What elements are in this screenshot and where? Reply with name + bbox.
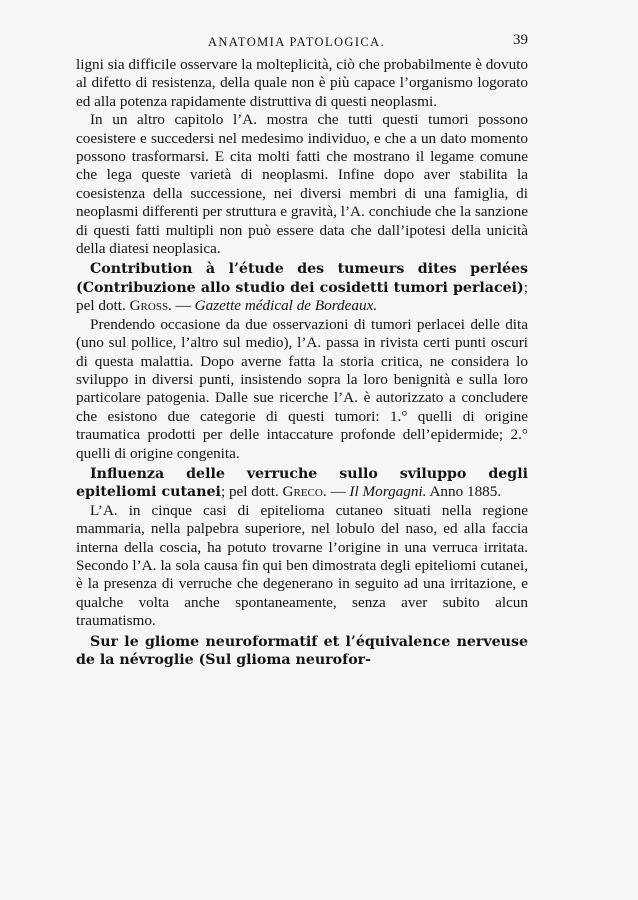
- page-header: [76, 30, 528, 56]
- entry-dash: —: [175, 297, 191, 315]
- entry-by: ; pel dott.: [76, 278, 528, 315]
- entry-by: ; pel dott.: [220, 483, 279, 501]
- entry-title: Influenza delle verruche sullo sviluppo degli epiteliomi cutanei: [76, 465, 528, 501]
- running-title: ANATOMIA PATOLOGICA.: [208, 35, 386, 49]
- paragraph-coexistence: In un altro capitolo l’A. mostra che tutti questi tumori possono coesistere e succedersi nel medesimo individuo, e che a un dato momento possono trasformarsi. E cita molti fatti che mostrano il legame comune che lega queste varietà di neoplasmi. Infine dopo aver stabilita la coesistenza della successione, nei diversi membri di una famiglia, di neoplasmi differenti per struttura e gravità, l’A. conchiude che la sanzione di questi fatti multipli non può essere data che dall’ipotesi della unicità della diatesi neoplasica.: [76, 111, 528, 258]
- bibliographic-entry-warts: [76, 465, 528, 502]
- paragraph-continuation: ligni sia difficile osservare la molteplicità, ciò che probabilmente è dovuto al difetto di resistenza, della quale non è più capace l’organismo logorato ed alla potenza rapidamente distruttiva di questi neoplasmi.: [76, 56, 528, 110]
- page-number: 39: [513, 32, 528, 48]
- entry-source: Il Morgagni.: [349, 483, 427, 501]
- entry-title: Sur le gliome neuroformatif et l’équivalence nerveuse de la névroglie (Sul glioma neurofor-: [76, 633, 528, 668]
- paragraph-epithelioma: L’A. in cinque casi di epitelioma cutaneo situati nella regione mammaria, nella palpebra superiore, nel lobulo del naso, ed alla faccia interna della coscia, ha potuto trovarne l’origine in una verruca irritata. Secondo l’A. la sola causa fin qui ben dimostrata degli epiteliomi cutanei, è la presenza di verruche che degenerano in seguito ad una irritazione, e qualche volta anche spontaneamente, senza aver subito alcun traumatismo.: [76, 501, 528, 630]
- entry-author: Gross.: [129, 297, 172, 315]
- bibliographic-entry-pearl-tumors: [76, 260, 528, 315]
- entry-dash: —: [330, 483, 346, 501]
- entry-author: Greco.: [282, 483, 327, 501]
- entry-title: Contribution à l’étude des tumeurs dites perlées (Contribuzione allo studio dei cosidetti tumori perlacei): [76, 261, 528, 296]
- entry-source: Gazette médical de Bordeaux.: [194, 297, 378, 315]
- book-page: [76, 30, 528, 669]
- entry-year: Anno 1885.: [429, 483, 502, 501]
- bibliographic-entry-glioma: [76, 633, 528, 670]
- paragraph-pearl-tumors: Prendendo occasione da due osservazioni di tumori perlacei delle dita (uno sul pollice, l’altro sul medio), l’A. passa in rivista certi punti oscuri di questa malattia. Dopo averne fatta la storia critica, ne considera lo sviluppo in diversi punti, insistendo sopra la loro benignità e sulla loro particolare patogenia. Dalle sue ricerche l’A. è autorizzato a concludere che esistono due categorie di questi tumori: 1.° quelli di origine traumatica prodotti per delle intaccature profonde dell’epidermide; 2.° quelli di origine congenita.: [76, 315, 528, 462]
